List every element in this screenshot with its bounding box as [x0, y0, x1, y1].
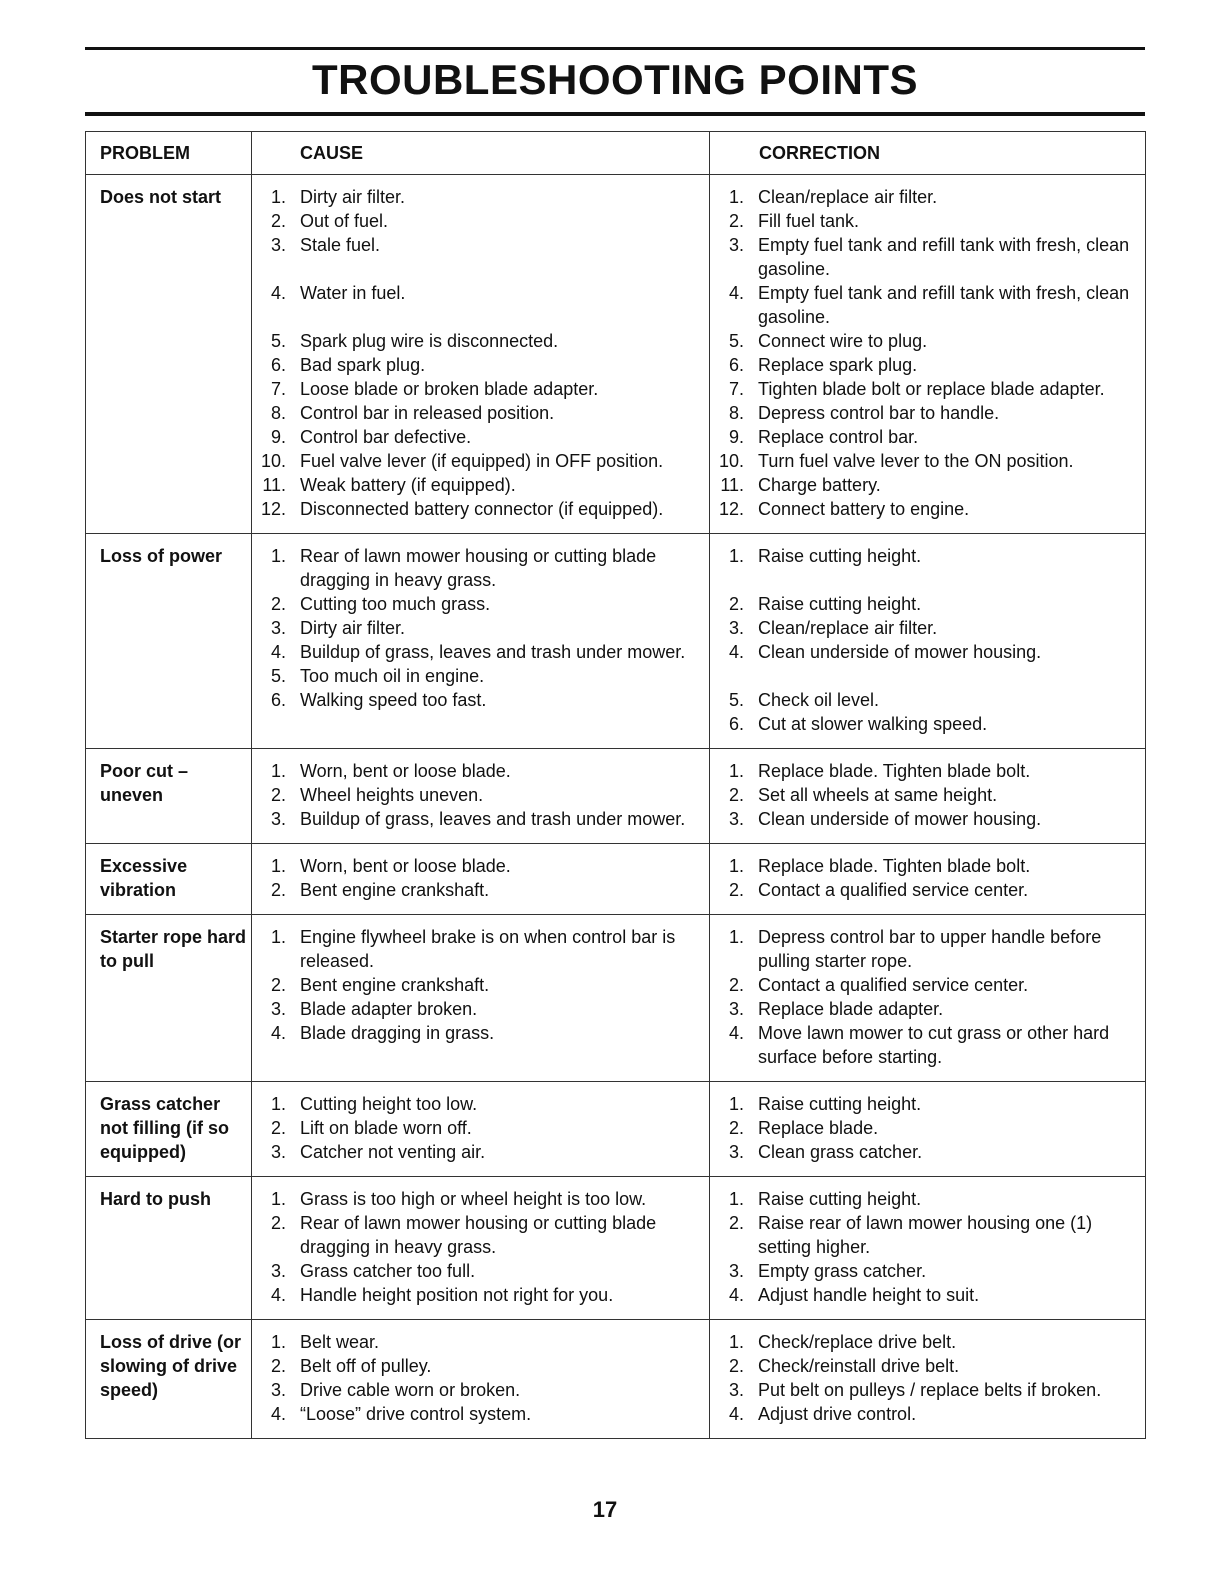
correction-item — [710, 783, 1141, 807]
cause-item — [252, 1211, 705, 1259]
item-text: Raise cutting height. — [758, 1094, 922, 1114]
item-text: Handle height position not right for you. — [300, 1285, 614, 1305]
cause-cell — [252, 749, 710, 844]
item-text: Grass is too high or wheel height is too low. — [300, 1189, 647, 1209]
correction-item — [710, 1283, 1141, 1307]
cause-item — [252, 209, 705, 233]
item-text: Cutting height too low. — [300, 1094, 478, 1114]
item-text: Bent engine crankshaft. — [300, 880, 490, 900]
troubleshooting-table — [85, 131, 1146, 1439]
correction-list — [710, 544, 1141, 736]
item-text: Walking speed too fast. — [300, 690, 487, 710]
correction-item — [710, 759, 1141, 783]
item-number: 2. — [728, 1356, 744, 1376]
cause-item — [252, 854, 705, 878]
item-number: 7. — [270, 379, 286, 399]
item-text: Replace control bar. — [758, 427, 919, 447]
item-text: Clean/replace air filter. — [758, 187, 938, 207]
item-text: Dirty air filter. — [300, 187, 406, 207]
item-text: Raise cutting height. — [758, 594, 922, 614]
item-number: 2. — [270, 785, 286, 805]
correction-item — [710, 425, 1141, 449]
item-number: 2. — [270, 880, 286, 900]
item-text: Control bar defective. — [300, 427, 472, 447]
correction-list — [710, 1092, 1141, 1164]
correction-item — [710, 1211, 1141, 1259]
cause-item — [252, 329, 705, 353]
item-text: Fill fuel tank. — [758, 211, 860, 231]
item-number: 1. — [270, 761, 286, 781]
cause-item — [252, 473, 705, 497]
item-text: Move lawn mower to cut grass or other hard surface before starting. — [758, 1023, 1110, 1067]
item-text: Grass catcher too full. — [300, 1261, 476, 1281]
item-text: Tighten blade bolt or replace blade adapter. — [758, 379, 1105, 399]
cause-list — [252, 759, 705, 831]
correction-item — [710, 592, 1141, 616]
item-number: 6. — [270, 355, 286, 375]
item-number: 1. — [728, 1094, 744, 1114]
item-number: 5. — [728, 331, 744, 351]
item-text: Buildup of grass, leaves and trash under mower. — [300, 809, 686, 829]
item-text: Put belt on pulleys / replace belts if broken. — [758, 1380, 1102, 1400]
correction-item — [710, 353, 1141, 377]
table-header-row — [86, 132, 1146, 175]
item-number: 2. — [728, 880, 744, 900]
top-rule — [85, 47, 1145, 50]
cause-list — [252, 185, 705, 521]
item-text: Clean/replace air filter. — [758, 618, 938, 638]
correction-cell — [710, 534, 1146, 749]
item-number: 10. — [718, 451, 744, 471]
item-number: 1. — [728, 856, 744, 876]
problem-cell: Excessive vibration — [86, 844, 252, 915]
item-number: 12. — [718, 499, 744, 519]
item-number: 5. — [728, 690, 744, 710]
cause-item — [252, 281, 705, 329]
item-text: Spark plug wire is disconnected. — [300, 331, 559, 351]
item-number: 11. — [262, 475, 286, 495]
cause-item — [252, 1092, 705, 1116]
cause-list — [252, 1330, 705, 1426]
correction-item — [710, 377, 1141, 401]
item-text: Blade dragging in grass. — [300, 1023, 495, 1043]
cause-cell — [252, 844, 710, 915]
item-number: 2. — [270, 975, 286, 995]
item-text: Check oil level. — [758, 690, 880, 710]
cause-item — [252, 688, 705, 712]
problem-cell: Hard to push — [86, 1177, 252, 1320]
cause-item — [252, 1402, 705, 1426]
item-number: 3. — [728, 999, 744, 1019]
cause-item — [252, 997, 705, 1021]
item-number: 3. — [270, 1380, 286, 1400]
item-number: 1. — [728, 187, 744, 207]
item-number: 2. — [728, 975, 744, 995]
cause-item — [252, 973, 705, 997]
correction-item — [710, 1330, 1141, 1354]
problem-cell: Loss of drive (or slowing of drive speed) — [86, 1320, 252, 1439]
item-number: 7. — [728, 379, 744, 399]
item-number: 2. — [728, 785, 744, 805]
item-number: 3. — [728, 235, 744, 255]
correction-item — [710, 878, 1141, 902]
item-text: Dirty air filter. — [300, 618, 406, 638]
correction-cell — [710, 1082, 1146, 1177]
item-text: Replace blade adapter. — [758, 999, 944, 1019]
item-number: 2. — [270, 1118, 286, 1138]
correction-item — [710, 329, 1141, 353]
item-number: 4. — [270, 283, 286, 303]
item-text: Adjust handle height to suit. — [758, 1285, 980, 1305]
item-text: Contact a qualified service center. — [758, 880, 1029, 900]
cause-item — [252, 1116, 705, 1140]
item-number: 3. — [270, 618, 286, 638]
item-number: 1. — [270, 927, 286, 947]
correction-item — [710, 854, 1141, 878]
item-number: 12. — [260, 499, 286, 519]
item-text: Empty grass catcher. — [758, 1261, 927, 1281]
item-text: Contact a qualified service center. — [758, 975, 1029, 995]
header-cause: CAUSE — [252, 132, 710, 175]
table-row — [86, 915, 1146, 1082]
item-text: “Loose” drive control system. — [300, 1404, 532, 1424]
item-number: 3. — [728, 809, 744, 829]
cause-list — [252, 544, 705, 712]
item-text: Worn, bent or loose blade. — [300, 761, 511, 781]
item-number: 3. — [270, 809, 286, 829]
correction-list — [710, 185, 1141, 521]
correction-item — [710, 401, 1141, 425]
correction-item — [710, 997, 1141, 1021]
table-body — [86, 175, 1146, 1439]
item-number: 6. — [270, 690, 286, 710]
item-text: Empty fuel tank and refill tank with fresh, clean gasoline. — [758, 283, 1130, 327]
item-text: Connect wire to plug. — [758, 331, 928, 351]
item-text: Connect battery to engine. — [758, 499, 970, 519]
cause-cell — [252, 1177, 710, 1320]
item-number: 9. — [270, 427, 286, 447]
item-text: Clean grass catcher. — [758, 1142, 923, 1162]
item-text: Buildup of grass, leaves and trash under mower. — [300, 642, 686, 662]
cause-item — [252, 616, 705, 640]
item-number: 11. — [720, 475, 744, 495]
item-text: Replace blade. — [758, 1118, 879, 1138]
item-number: 3. — [728, 618, 744, 638]
cause-item — [252, 592, 705, 616]
cause-item — [252, 353, 705, 377]
item-text: Cutting too much grass. — [300, 594, 491, 614]
item-number: 3. — [728, 1380, 744, 1400]
item-number: 2. — [270, 211, 286, 231]
table-row — [86, 534, 1146, 749]
item-number: 2. — [728, 211, 744, 231]
correction-item — [710, 233, 1141, 281]
correction-cell — [710, 844, 1146, 915]
problem-cell: Poor cut – uneven — [86, 749, 252, 844]
correction-item — [710, 1092, 1141, 1116]
item-number: 2. — [270, 1213, 286, 1233]
header-correction: CORRECTION — [710, 132, 1146, 175]
item-text: Belt off of pulley. — [300, 1356, 432, 1376]
correction-list — [710, 1330, 1141, 1426]
correction-item — [710, 688, 1141, 712]
item-number: 8. — [728, 403, 744, 423]
correction-item — [710, 1378, 1141, 1402]
item-number: 4. — [270, 642, 286, 662]
item-text: Bent engine crankshaft. — [300, 975, 490, 995]
item-text: Depress control bar to upper handle before pulling starter rope. — [758, 927, 1102, 971]
correction-item — [710, 449, 1141, 473]
item-text: Empty fuel tank and refill tank with fresh, clean gasoline. — [758, 235, 1130, 279]
item-text: Disconnected battery connector (if equipped). — [300, 499, 664, 519]
cause-list — [252, 1092, 705, 1164]
correction-item — [710, 544, 1141, 592]
item-number: 1. — [270, 187, 286, 207]
correction-item — [710, 1402, 1141, 1426]
cause-item — [252, 185, 705, 209]
item-text: Belt wear. — [300, 1332, 380, 1352]
cause-list — [252, 854, 705, 902]
cause-item — [252, 233, 705, 281]
correction-list — [710, 854, 1141, 902]
problem-cell: Loss of power — [86, 534, 252, 749]
correction-item — [710, 185, 1141, 209]
cause-item — [252, 1283, 705, 1307]
item-text: Raise cutting height. — [758, 546, 922, 566]
item-number: 8. — [270, 403, 286, 423]
item-number: 3. — [270, 1142, 286, 1162]
item-text: Engine flywheel brake is on when control bar is released. — [300, 927, 676, 971]
cause-list — [252, 1187, 705, 1307]
cause-item — [252, 664, 705, 688]
correction-item — [710, 616, 1141, 640]
item-text: Clean underside of mower housing. — [758, 642, 1042, 662]
cause-item — [252, 377, 705, 401]
item-text: Turn fuel valve lever to the ON position. — [758, 451, 1074, 471]
item-number: 1. — [270, 1094, 286, 1114]
cause-cell — [252, 915, 710, 1082]
item-number: 4. — [728, 1404, 744, 1424]
item-number: 3. — [270, 1261, 286, 1281]
item-text: Raise rear of lawn mower housing one (1) setting higher. — [758, 1213, 1093, 1257]
item-number: 4. — [728, 1285, 744, 1305]
correction-item — [710, 973, 1141, 997]
problem-cell: Starter rope hard to pull — [86, 915, 252, 1082]
item-number: 3. — [728, 1142, 744, 1162]
item-number: 2. — [270, 1356, 286, 1376]
cause-item — [252, 759, 705, 783]
cause-item — [252, 783, 705, 807]
correction-list — [710, 759, 1141, 831]
item-text: Weak battery (if equipped). — [300, 475, 516, 495]
item-text: Catcher not venting air. — [300, 1142, 486, 1162]
page-title: TROUBLESHOOTING POINTS — [311, 56, 918, 103]
cause-item — [252, 1021, 705, 1045]
item-number: 4. — [270, 1285, 286, 1305]
item-number: 1. — [270, 1189, 286, 1209]
item-number: 5. — [270, 666, 286, 686]
item-text: Blade adapter broken. — [300, 999, 478, 1019]
item-number: 3. — [270, 235, 286, 255]
cause-cell — [252, 1320, 710, 1439]
cause-item — [252, 401, 705, 425]
cause-list — [252, 925, 705, 1045]
item-text: Raise cutting height. — [758, 1189, 922, 1209]
title-underline-rule — [85, 112, 1145, 116]
item-text: Rear of lawn mower housing or cutting blade dragging in heavy grass. — [300, 1213, 657, 1257]
item-text: Clean underside of mower housing. — [758, 809, 1042, 829]
item-text: Too much oil in engine. — [300, 666, 485, 686]
item-number: 1. — [728, 546, 744, 566]
correction-item — [710, 1259, 1141, 1283]
item-text: Cut at slower walking speed. — [758, 714, 988, 734]
item-text: Stale fuel. — [300, 235, 381, 255]
correction-item — [710, 807, 1141, 831]
correction-item — [710, 281, 1141, 329]
item-text: Set all wheels at same height. — [758, 785, 998, 805]
item-number: 4. — [270, 1404, 286, 1424]
item-number: 1. — [728, 1332, 744, 1352]
cause-item — [252, 878, 705, 902]
item-text: Worn, bent or loose blade. — [300, 856, 511, 876]
item-number: 4. — [270, 1023, 286, 1043]
item-text: Rear of lawn mower housing or cutting blade dragging in heavy grass. — [300, 546, 657, 590]
item-number: 6. — [728, 355, 744, 375]
correction-item — [710, 209, 1141, 233]
item-number: 4. — [728, 1023, 744, 1043]
table-row — [86, 749, 1146, 844]
item-number: 1. — [270, 856, 286, 876]
table-row — [86, 1082, 1146, 1177]
table-row — [86, 175, 1146, 534]
correction-item — [710, 640, 1141, 688]
item-number: 6. — [728, 714, 744, 734]
cause-cell — [252, 1082, 710, 1177]
item-number: 1. — [728, 761, 744, 781]
cause-item — [252, 1378, 705, 1402]
cause-item — [252, 925, 705, 973]
cause-item — [252, 425, 705, 449]
correction-item — [710, 1116, 1141, 1140]
item-number: 2. — [728, 594, 744, 614]
correction-item — [710, 925, 1141, 973]
correction-item — [710, 712, 1141, 736]
cause-item — [252, 1259, 705, 1283]
item-text: Drive cable worn or broken. — [300, 1380, 521, 1400]
item-number: 3. — [728, 1261, 744, 1281]
correction-item — [710, 1187, 1141, 1211]
table-row — [86, 1320, 1146, 1439]
item-number: 3. — [270, 999, 286, 1019]
cause-item — [252, 1354, 705, 1378]
header-problem: PROBLEM — [86, 132, 252, 175]
table-row — [86, 844, 1146, 915]
correction-item — [710, 1021, 1141, 1069]
correction-item — [710, 497, 1141, 521]
item-number: 2. — [728, 1213, 744, 1233]
item-text: Depress control bar to handle. — [758, 403, 1000, 423]
item-text: Check/reinstall drive belt. — [758, 1356, 960, 1376]
correction-item — [710, 473, 1141, 497]
item-number: 1. — [270, 546, 286, 566]
item-text: Fuel valve lever (if equipped) in OFF position. — [300, 451, 664, 471]
correction-cell — [710, 1177, 1146, 1320]
item-text: Adjust drive control. — [758, 1404, 917, 1424]
item-number: 4. — [728, 642, 744, 662]
item-text: Loose blade or broken blade adapter. — [300, 379, 599, 399]
correction-cell — [710, 1320, 1146, 1439]
cause-item — [252, 807, 705, 831]
item-text: Charge battery. — [758, 475, 881, 495]
item-text: Lift on blade worn off. — [300, 1118, 472, 1138]
correction-cell — [710, 749, 1146, 844]
correction-cell — [710, 175, 1146, 534]
item-text: Control bar in released position. — [300, 403, 555, 423]
item-number: 10. — [260, 451, 286, 471]
problem-cell: Grass catcher not filling (if so equipped) — [86, 1082, 252, 1177]
table-row — [86, 1177, 1146, 1320]
item-text: Wheel heights uneven. — [300, 785, 484, 805]
item-text: Check/replace drive belt. — [758, 1332, 957, 1352]
correction-list — [710, 925, 1141, 1069]
cause-item — [252, 449, 705, 473]
item-number: 1. — [728, 1189, 744, 1209]
item-text: Bad spark plug. — [300, 355, 426, 375]
cause-cell — [252, 175, 710, 534]
cause-item — [252, 640, 705, 664]
item-text: Replace blade. Tighten blade bolt. — [758, 761, 1031, 781]
item-number: 1. — [728, 927, 744, 947]
cause-item — [252, 497, 705, 521]
item-number: 1. — [270, 1332, 286, 1352]
cause-item — [252, 544, 705, 592]
correction-list — [710, 1187, 1141, 1307]
cause-cell — [252, 534, 710, 749]
item-text: Water in fuel. — [300, 283, 406, 303]
cause-item — [252, 1187, 705, 1211]
item-number: 9. — [728, 427, 744, 447]
item-text: Out of fuel. — [300, 211, 389, 231]
item-text: Replace spark plug. — [758, 355, 918, 375]
problem-cell: Does not start — [86, 175, 252, 534]
cause-item — [252, 1330, 705, 1354]
cause-item — [252, 1140, 705, 1164]
correction-item — [710, 1140, 1141, 1164]
page-number: 17 — [592, 1497, 618, 1522]
item-text: Replace blade. Tighten blade bolt. — [758, 856, 1031, 876]
correction-item — [710, 1354, 1141, 1378]
item-number: 4. — [728, 283, 744, 303]
item-number: 5. — [270, 331, 286, 351]
correction-cell — [710, 915, 1146, 1082]
item-number: 2. — [728, 1118, 744, 1138]
item-number: 2. — [270, 594, 286, 614]
